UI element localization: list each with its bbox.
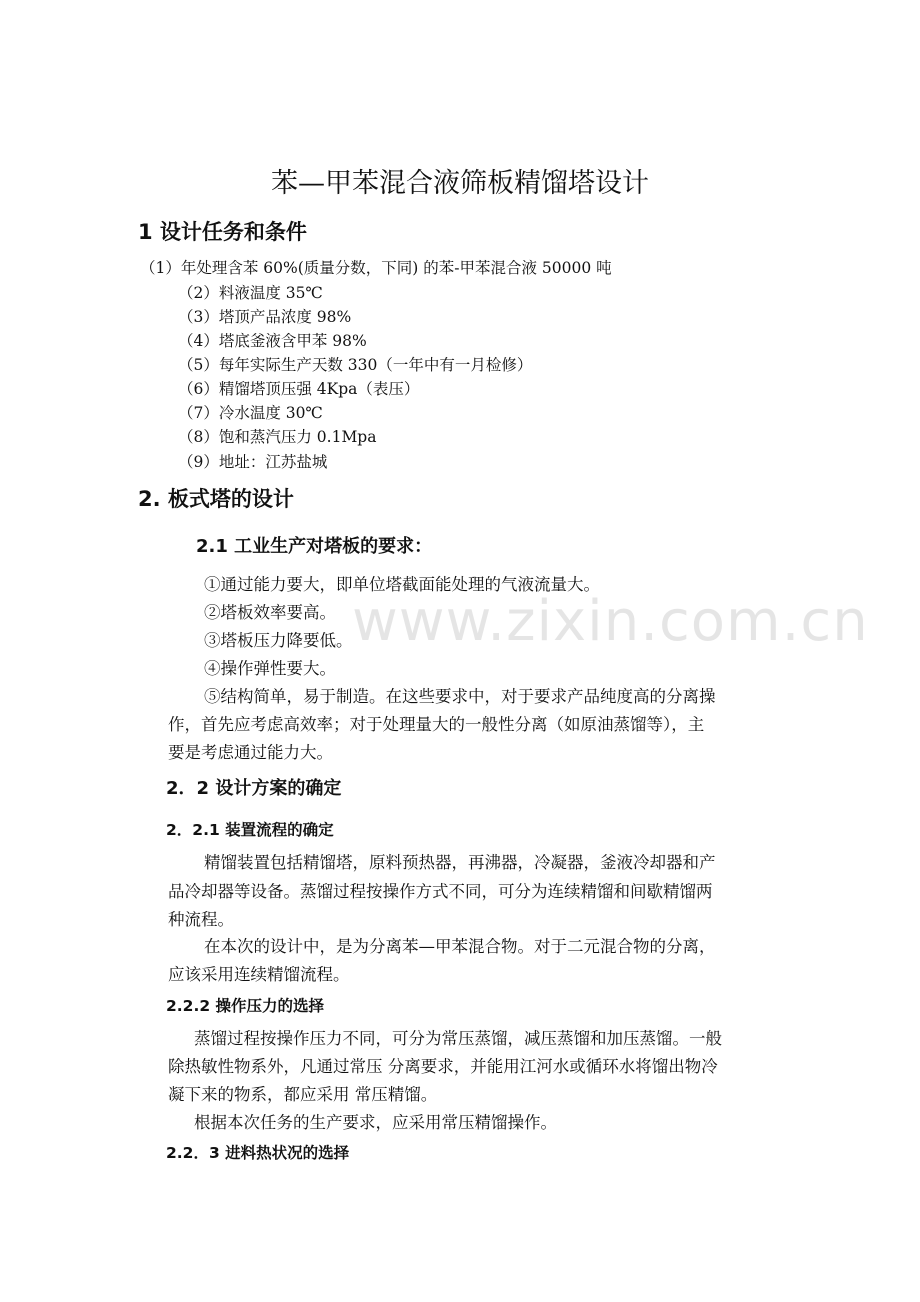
requirement-item-2: ②塔板效率要高。 [204, 603, 336, 622]
condition-item-6: （6）精馏塔顶压强 4Kpa（表压） [178, 380, 420, 398]
flow-para2-line-1: 在本次的设计中，是为分离苯—甲苯混合物。对于二元混合物的分离， [204, 937, 716, 956]
flow-para-line-3: 种流程。 [168, 910, 234, 929]
requirement-para-line-2: 作，首先应考虑高效率；对于处理量大的一般性分离（如原油蒸馏等），主 [168, 715, 705, 734]
flow-para2-line-2: 应该采用连续精馏流程。 [168, 965, 350, 984]
condition-item-8: （8）饱和蒸汽压力 0.1Mpa [178, 428, 377, 446]
section-2-heading: 2. 板式塔的设计 [138, 487, 294, 511]
condition-item-9: （9）地址：江苏盐城 [178, 453, 328, 471]
pressure-para-line-2: 除热敏性物系外，凡通过常压 分离要求，并能用江河水或循环水将馏出物冷 [168, 1057, 718, 1076]
requirement-para-line-3: 要是考虑通过能力大。 [168, 743, 333, 762]
pressure-para2-line-1: 根据本次任务的生产要求，应采用常压精馏操作。 [194, 1113, 557, 1132]
condition-item-5: （5）每年实际生产天数 330（一年中有一月检修） [178, 356, 533, 374]
condition-item-2: （2）料液温度 35℃ [178, 284, 323, 302]
requirement-item-3: ③塔板压力降要低。 [204, 631, 353, 650]
section-2-2-heading: 2．2 设计方案的确定 [166, 778, 342, 799]
condition-item-7: （7）冷水温度 30℃ [178, 404, 323, 422]
watermark: www.zixin.com.cn [352, 589, 869, 654]
pressure-para-line-1: 蒸馏过程按操作压力不同，可分为常压蒸馏，减压蒸馏和加压蒸馏。一般 [194, 1029, 722, 1048]
flow-para-line-1: 精馏装置包括精馏塔，原料预热器，再沸器，冷凝器，釜液冷却器和产 [204, 853, 716, 872]
condition-item-4: （4）塔底釜液含甲苯 98% [178, 332, 367, 350]
section-2-2-2-heading: 2.2.2 操作压力的选择 [166, 997, 325, 1015]
section-2-2-1-heading: 2．2.1 装置流程的确定 [166, 821, 334, 839]
condition-item-1: （1）年处理含苯 60%(质量分数，下同) 的苯-甲苯混合液 50000 吨 [140, 259, 612, 277]
section-2-1-heading: 2.1 工业生产对塔板的要求： [196, 536, 433, 557]
requirement-item-1: ①通过能力要大，即单位塔截面能处理的气液流量大。 [204, 575, 600, 594]
pressure-para-line-3: 凝下来的物系，都应采用 常压精馏。 [168, 1085, 438, 1104]
requirement-item-4: ④操作弹性要大。 [204, 659, 336, 678]
document-title: 苯—甲苯混合液筛板精馏塔设计 [271, 168, 649, 199]
requirement-para-line-1: ⑤结构简单，易于制造。在这些要求中，对于要求产品纯度高的分离操 [204, 687, 716, 706]
flow-para-line-2: 品冷却器等设备。蒸馏过程按操作方式不同，可分为连续精馏和间歇精馏两 [168, 882, 713, 901]
section-1-heading: 1 设计任务和条件 [138, 220, 307, 244]
condition-item-3: （3）塔顶产品浓度 98% [178, 308, 352, 326]
section-2-2-3-heading: 2.2．3 进料热状况的选择 [166, 1144, 350, 1162]
